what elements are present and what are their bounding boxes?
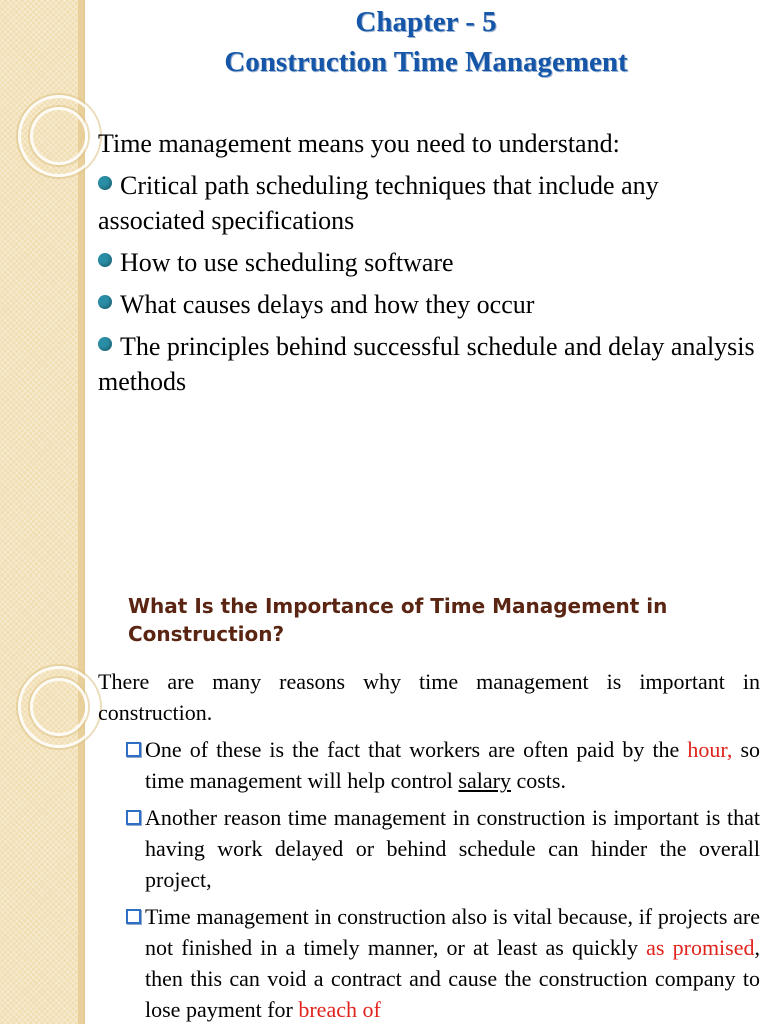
strip-edge: [78, 0, 84, 576]
emphasis-red-text: breach of: [298, 997, 381, 1022]
bullet-text: What causes delays and how they occur: [120, 290, 535, 319]
bullet-text: The principles behind successful schedule and delay analysis methods: [98, 332, 755, 396]
round-bullet-icon: [98, 337, 112, 351]
list-item: [98, 329, 758, 399]
item-text: costs.: [510, 768, 566, 793]
title-line-1: Chapter - 5: [355, 6, 497, 38]
list-item: [98, 245, 758, 280]
bullet-list: [98, 168, 758, 399]
square-bullet-list: [126, 734, 760, 1024]
slide-2: [0, 576, 768, 1024]
emphasis-red-text: as promised: [646, 935, 755, 960]
item-text: Another reason time management in construction is important is that having work delayed or behind schedule can hinder the overall project,: [145, 805, 760, 892]
item-text: One of these is the fact that workers are often paid by the: [145, 737, 688, 762]
square-bullet-icon: [126, 909, 141, 924]
title-line-2: Construction Time Management: [224, 46, 628, 78]
item-text: , then this can void a contract and cause the construction company to lose payment for: [145, 935, 760, 1022]
square-bullet-icon: [126, 742, 141, 757]
square-bullet-icon: [126, 810, 141, 825]
decorative-side-strip: [0, 576, 85, 1024]
bullet-text: How to use scheduling software: [120, 248, 454, 277]
strip-edge: [78, 576, 84, 1024]
emphasis-red-text: hour,: [687, 737, 733, 762]
slide-heading: What Is the Importance of Time Management in Construction?: [128, 594, 668, 646]
slide-title: [84, 2, 768, 82]
intro-paragraph: There are many reasons why time management is important in construction.: [98, 669, 760, 725]
decorative-ring-inner: [30, 107, 88, 165]
list-item: [126, 901, 760, 1024]
bullet-text: Critical path scheduling techniques that include any associated specifications: [98, 171, 659, 235]
intro-text: Time management means you need to understand:: [98, 129, 620, 158]
list-item: [126, 802, 760, 895]
decorative-ring-inner: [30, 678, 88, 736]
item-text: so time management will help control: [145, 737, 761, 793]
decorative-side-strip: [0, 0, 85, 576]
round-bullet-icon: [98, 176, 112, 190]
list-item: [98, 168, 758, 238]
underlined-text: salary: [458, 768, 511, 793]
list-item: [126, 734, 760, 796]
list-item: [98, 287, 758, 322]
round-bullet-icon: [98, 253, 112, 267]
slide-body: [98, 126, 758, 399]
round-bullet-icon: [98, 295, 112, 309]
item-text: Time management in construction also is vital because, if projects are not finished in a timely manner, or at least as quickly: [145, 904, 760, 960]
